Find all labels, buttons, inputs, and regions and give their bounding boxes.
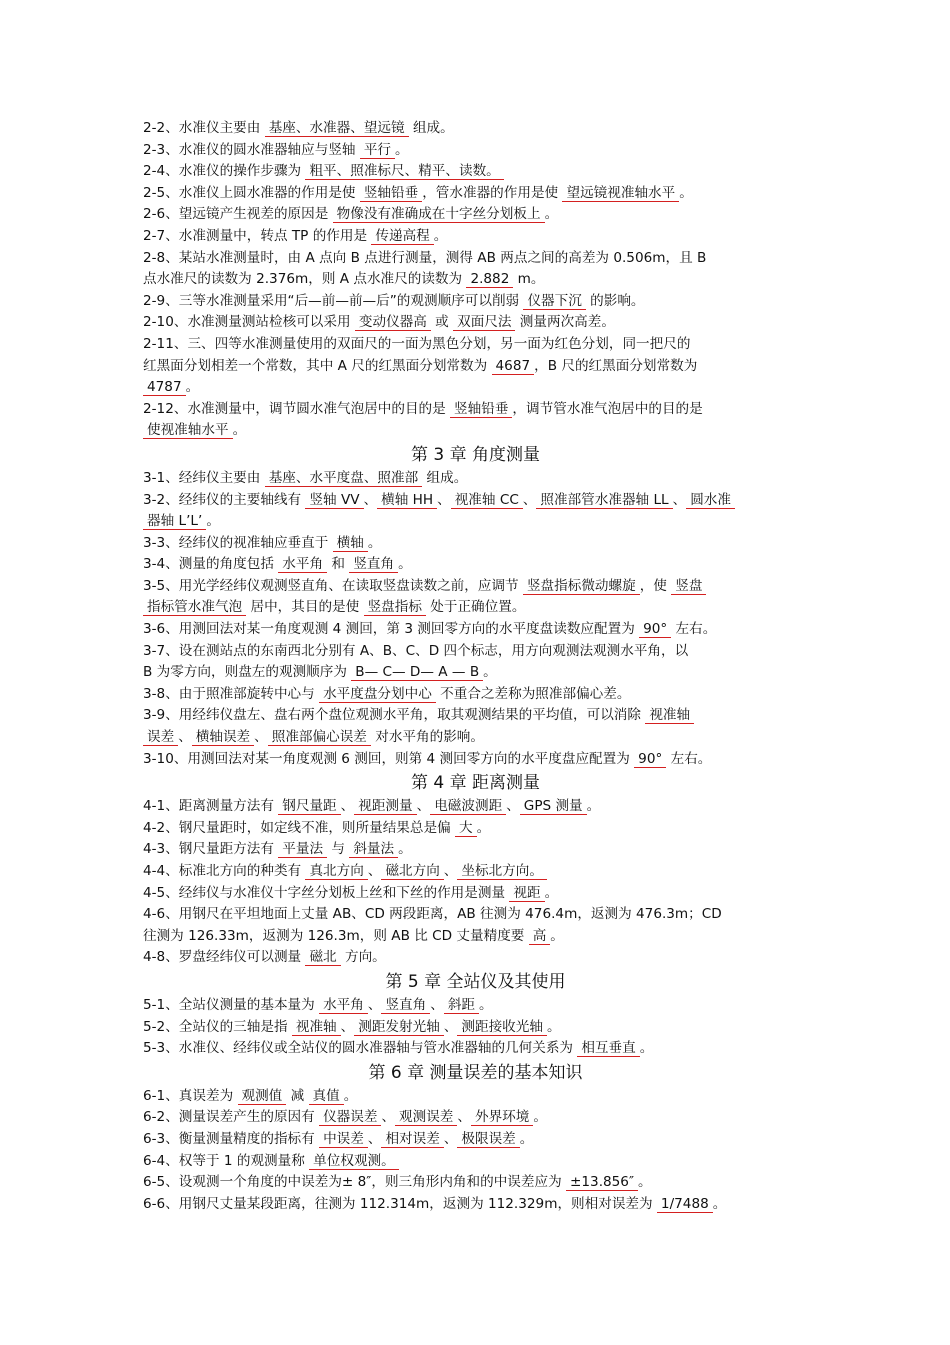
question-text: 、 — [443, 1018, 458, 1035]
answer-text: 变动仪器高 — [355, 314, 431, 331]
question-text: 与 — [327, 841, 350, 858]
answer-text: 使视准轴水平 — [143, 422, 233, 439]
question-text: 左右。 — [671, 621, 717, 638]
question-text: 、 — [430, 996, 444, 1013]
question-text: 、 — [443, 1130, 458, 1147]
answer-text: 坐标北方向。 — [457, 863, 547, 880]
question-text: 3-5、用光学经纬仪观测竖直角、在读取竖盘读数之前，应调节 — [143, 577, 523, 594]
question-text: 4-3、钢尺量距方法有 — [143, 841, 279, 858]
question-line — [143, 662, 808, 684]
answer-text: 视距 — [509, 885, 544, 902]
question-text: 。 — [544, 206, 559, 223]
answer-text: 中误差 — [319, 1131, 368, 1148]
question-text: 4-5、经纬仪与水准仪十字丝分划板上丝和下丝的作用是测量 — [143, 884, 510, 901]
question-text: 、 — [367, 1130, 382, 1147]
answer-text: 钢尺量距 — [278, 798, 340, 815]
question-text: 3-8、由于照准部旋转中心与 — [143, 685, 320, 702]
question-text: 、 — [340, 798, 355, 815]
question-text: 第 4 章 距离测量 — [410, 773, 541, 794]
question-line — [143, 511, 808, 533]
question-text: 、 — [363, 491, 378, 508]
question-text: 。 — [712, 1195, 727, 1212]
answer-text: 高 — [529, 928, 551, 945]
question-line — [143, 641, 808, 663]
question-text: 。 — [483, 664, 497, 681]
question-text: 往测为 126.33m，返测为 126.3m，则 AB 比 CD 丈量精度要 — [143, 927, 529, 944]
answer-text: 基座、水平度盘、照准部 — [265, 470, 423, 487]
question-text: 组成。 — [408, 120, 454, 136]
question-text: 、 — [437, 491, 451, 508]
answer-text: 双面尺法 — [453, 314, 515, 331]
question-text: m。 — [513, 271, 545, 288]
answer-text: 横轴 — [333, 535, 368, 552]
answer-text: 磁北方向 — [381, 863, 443, 880]
question-line — [143, 420, 808, 442]
question-text: ，调节管水准气泡居中的目的是 — [512, 400, 703, 417]
answer-text: 竖轴铅垂 — [360, 185, 422, 202]
question-line — [143, 619, 808, 641]
question-text: 、 — [506, 798, 520, 815]
question-text: 、 — [340, 1018, 355, 1035]
question-text: 6-4、权等于 1 的观测量称 — [143, 1152, 310, 1169]
answer-text: 4787 — [143, 379, 186, 396]
answer-text: 2.882 — [466, 271, 513, 288]
question-text: 。 — [533, 1109, 547, 1126]
answer-text: 竖盘指标 — [364, 599, 426, 616]
question-line — [143, 312, 808, 334]
question-text: 第 5 章 全站仪及其使用 — [385, 971, 566, 992]
answer-text: 仪器误差 — [319, 1109, 381, 1126]
question-text: 4-6、用钢尺在平坦地面上丈量 AB、CD 两段距离，AB 往测为 476.4m，返测为 476.3m；CD — [143, 906, 722, 923]
question-line — [143, 995, 808, 1017]
question-text: 。 — [544, 884, 559, 901]
question-text: 。 — [232, 422, 247, 439]
question-text: 。 — [398, 841, 412, 858]
answer-text: 望远镜视准轴水平 — [562, 185, 679, 202]
question-text: 3-10、用测回法对某一角度观测 6 测回，则第 4 测回零方向的水平度盘应配置为 — [143, 750, 635, 767]
question-text: 。 — [398, 556, 412, 573]
answer-text: 测距发射光轴 — [354, 1019, 444, 1036]
question-text: 。 — [550, 927, 564, 944]
question-line — [143, 839, 808, 861]
answer-text: 竖盘 — [671, 578, 706, 595]
question-text: 第 6 章 测量误差的基本知识 — [368, 1062, 583, 1083]
question-text: 、 — [443, 863, 458, 879]
answer-text: 真北方向 — [305, 863, 367, 880]
question-text: 5-2、全站仪的三轴是指 — [143, 1018, 292, 1035]
question-text: 3-3、经纬仪的视准轴应垂直于 — [143, 534, 333, 551]
question-text: 6-3、衡量测量精度的指标有 — [143, 1130, 320, 1147]
question-line — [143, 727, 808, 749]
answer-text: 单位权观测。 — [309, 1153, 399, 1170]
question-text: 、 — [367, 863, 382, 879]
question-text: 2-8、某站水准测量时，由 A 点向 B 点进行测量，测得 AB 两点之间的高差为 0.506m，且 B — [143, 249, 707, 266]
answer-text: 误差 — [143, 729, 178, 746]
answer-text: 传递高程 — [371, 228, 433, 245]
question-text: ，B 尺的红黑面分划常数为 — [534, 357, 698, 374]
answer-text: 水平度盘分划中心 — [319, 686, 436, 703]
question-text: 。 — [586, 798, 601, 815]
question-line — [143, 861, 808, 883]
question-line — [143, 883, 808, 905]
question-line — [143, 749, 808, 771]
question-text: 处于正确位置。 — [425, 599, 526, 616]
question-text: 、 — [522, 491, 537, 508]
question-text: 和 — [327, 556, 350, 573]
answer-text: 照准部偏心误差 — [268, 729, 371, 746]
question-text: 3-9、用经纬仪盘左、盘右两个盘位观测水平角，取其观测结果的平均值，可以消除 — [143, 707, 646, 724]
question-line — [143, 1194, 808, 1216]
question-text: 5-3、水准仪、经纬仪或全站仪的圆水准器轴与管水准器轴的几何关系为 — [143, 1040, 578, 1057]
question-text: 、 — [672, 491, 687, 508]
question-line — [143, 1107, 808, 1129]
question-line — [143, 926, 808, 948]
question-text: 测量两次高差。 — [515, 314, 615, 331]
answer-text: 竖直角 — [381, 997, 430, 1014]
question-text: B 为零方向，则盘左的观测顺序为 — [143, 664, 352, 681]
answer-text: 磁北 — [305, 949, 340, 966]
answer-text: 平量法 — [278, 841, 327, 858]
answer-text: 视准轴 — [292, 1019, 341, 1036]
answer-text: 水平角 — [278, 556, 327, 573]
question-text: 。 — [638, 1174, 652, 1191]
question-text: 5-1、全站仪测量的基本量为 — [143, 996, 320, 1013]
question-text: 。 — [343, 1087, 358, 1104]
answer-text: 极限误差 — [457, 1131, 519, 1148]
answer-text: 横轴误差 — [192, 729, 254, 746]
question-text: 2-10、水准测量测站检核可以采用 — [143, 314, 355, 331]
question-text: 、 — [381, 1109, 396, 1126]
answer-text: 测距接收光轴 — [457, 1019, 547, 1036]
question-text: 。 — [546, 1018, 561, 1035]
question-text: 3-7、设在测站点的东南西北分别有 A、B、C、D 四个标志，用方向观测法观测水平角，以 — [143, 642, 689, 659]
answer-text: 90° — [639, 621, 671, 638]
question-text: 点水准尺的读数为 2.376m，则 A 点水准尺的读数为 — [143, 271, 467, 288]
question-text: 。 — [433, 227, 448, 244]
answer-text: B— C— D— A — B — [351, 664, 483, 681]
answer-text: 粗平、照准标尺、精平、读数。 — [305, 163, 503, 180]
question-text: 。 — [476, 819, 491, 836]
question-text: 3-2、经纬仪的主要轴线有 — [143, 491, 306, 508]
question-text: 。 — [206, 513, 220, 530]
question-line — [143, 248, 808, 270]
question-text: 对水平角的影响。 — [370, 729, 484, 746]
question-text: 3-1、经纬仪主要由 — [143, 469, 265, 486]
question-text: 2-4、水准仪的操作步骤为 — [143, 163, 306, 180]
question-text: 、 — [367, 996, 382, 1013]
question-text: 6-2、测量误差产生的原因有 — [143, 1109, 320, 1126]
question-line — [143, 468, 808, 490]
answer-text: 横轴 HH — [377, 492, 437, 509]
question-line — [143, 576, 808, 598]
question-line — [143, 1172, 808, 1194]
question-text: 2-6、望远镜产生视差的原因是 — [143, 206, 333, 223]
answer-text: 基座、水准器、望远镜 — [265, 120, 409, 137]
answer-text: 视准轴 — [645, 707, 694, 724]
document-content — [143, 118, 808, 1215]
chapter-heading — [143, 970, 808, 994]
question-text: 。 — [679, 184, 693, 201]
question-line — [143, 334, 808, 356]
answer-text: 圆水准 — [686, 492, 735, 509]
question-text: 、 — [457, 1109, 471, 1126]
answer-text: 观测值 — [238, 1088, 287, 1105]
question-line — [143, 533, 808, 555]
question-text: 不重合之差称为照准部偏心差。 — [435, 685, 631, 702]
question-text: 2-7、水准测量中，转点 TP 的作用是 — [143, 227, 372, 244]
question-text: 减 — [286, 1087, 309, 1104]
question-line — [143, 226, 808, 248]
question-text: 6-1、真误差为 — [143, 1087, 238, 1104]
question-line — [143, 291, 808, 313]
question-text: 、 — [254, 729, 268, 746]
question-text: 。 — [367, 534, 382, 551]
question-line — [143, 183, 808, 205]
question-line — [143, 904, 808, 926]
question-text: 6-5、设观测一个角度的中误差为± 8″，则三角形内角和的中误差应为 — [143, 1174, 566, 1191]
question-text: 或 — [430, 314, 454, 331]
question-line — [143, 818, 808, 840]
answer-text: 竖盘指标微动螺旋 — [523, 578, 640, 595]
answer-text: 仪器下沉 — [523, 293, 585, 310]
question-text: 方向。 — [340, 949, 386, 966]
question-line — [143, 1086, 808, 1108]
question-text: 、 — [178, 729, 192, 746]
answer-text: 斜距 — [444, 997, 479, 1014]
question-line — [143, 554, 808, 576]
question-line — [143, 118, 808, 140]
question-text: 。 — [395, 141, 409, 158]
question-text: 2-3、水准仪的圆水准器轴应与竖轴 — [143, 141, 360, 158]
question-text: 2-12、水准测量中，调节圆水准气泡居中的目的是 — [143, 400, 451, 417]
question-text: 第 3 章 角度测量 — [410, 444, 541, 465]
answer-text: 竖直角 — [349, 556, 398, 573]
question-line — [143, 1038, 808, 1060]
question-text: 左右。 — [666, 750, 712, 767]
question-text: 6-6、用钢尺丈量某段距离，往测为 112.314m，返测为 112.329m，则相对误差为 — [143, 1195, 657, 1212]
question-text: 4-2、钢尺量距时，如定线不准，则所量结果总是偏 — [143, 819, 455, 836]
question-line — [143, 796, 808, 818]
question-line — [143, 204, 808, 226]
question-line — [143, 947, 808, 969]
question-line — [143, 1017, 808, 1039]
chapter-heading — [143, 771, 808, 795]
chapter-heading — [143, 443, 808, 467]
question-text: 红黑面分划相差一个常数，其中 A 尺的红黑面分划常数为 — [143, 357, 492, 374]
answer-text: 4687 — [492, 358, 535, 375]
question-text: 。 — [639, 1040, 654, 1057]
answer-text: 竖轴 VV — [305, 492, 363, 509]
question-text: 组成。 — [422, 469, 468, 486]
answer-text: 竖轴铅垂 — [450, 401, 512, 418]
answer-text: 相对误差 — [381, 1131, 443, 1148]
question-line — [143, 269, 808, 291]
question-line — [143, 705, 808, 727]
question-line — [143, 1129, 808, 1151]
answer-text: GPS 测量 — [520, 798, 587, 815]
answer-text: 照准部管水准器轴 LL — [536, 492, 672, 509]
question-text: 4-1、距离测量方法有 — [143, 798, 279, 815]
question-text: 的影响。 — [585, 292, 645, 309]
question-text: 4-8、罗盘经纬仪可以测量 — [143, 949, 306, 966]
answer-text: 外界环境 — [471, 1109, 533, 1126]
question-text: 3-4、测量的角度包括 — [143, 556, 279, 573]
question-text: ，管水准器的作用是使 — [422, 184, 563, 201]
question-text: 2-2、水准仪主要由 — [143, 120, 265, 136]
question-line — [143, 377, 808, 399]
question-text: 居中，其目的是使 — [246, 599, 364, 616]
question-line — [143, 140, 808, 162]
answer-text: 器轴 L’L’ — [143, 513, 206, 530]
question-text: 4-4、标准北方向的种类有 — [143, 863, 306, 879]
answer-text: 1/7488 — [657, 1196, 713, 1213]
answer-text: 平行 — [360, 142, 395, 159]
question-line — [143, 1151, 808, 1173]
answer-text: 视准轴 CC — [451, 492, 523, 509]
answer-text: 斜量法 — [349, 841, 398, 858]
question-text: ，使 — [639, 577, 672, 594]
question-text: 2-9、三等水准测量采用“后—前—前—后”的观测顺序可以削弱 — [143, 292, 524, 309]
answer-text: 物像没有准确成在十字丝分划板上 — [333, 206, 545, 223]
answer-text: 电磁波测距 — [430, 798, 506, 815]
answer-text: 观测误差 — [395, 1109, 457, 1126]
answer-text: 相互垂直 — [577, 1040, 639, 1057]
answer-text: 视距测量 — [354, 798, 416, 815]
question-text: 、 — [416, 798, 431, 815]
question-line — [143, 356, 808, 378]
question-text: 。 — [519, 1130, 534, 1147]
question-line — [143, 684, 808, 706]
question-line — [143, 490, 808, 512]
question-text: 。 — [185, 379, 200, 396]
answer-text: 真值 — [309, 1088, 344, 1105]
question-text: 。 — [479, 996, 493, 1013]
question-line — [143, 399, 808, 421]
chapter-heading — [143, 1061, 808, 1085]
answer-text: 大 — [455, 820, 477, 837]
answer-text: 90° — [634, 751, 666, 768]
answer-text: ±13.856″ — [566, 1174, 638, 1191]
question-text: 2-11、三、四等水准测量使用的双面尺的一面为黑色分划，另一面为红色分划，同一把尺的 — [143, 335, 691, 352]
answer-text: 指标管水准气泡 — [143, 599, 246, 616]
question-text: 2-5、水准仪上圆水准器的作用是使 — [143, 184, 360, 201]
question-line — [143, 597, 808, 619]
question-text: 3-6、用测回法对某一角度观测 4 测回，第 3 测回零方向的水平度盘读数应配置为 — [143, 621, 640, 638]
question-line — [143, 161, 808, 183]
answer-text: 水平角 — [319, 997, 368, 1014]
